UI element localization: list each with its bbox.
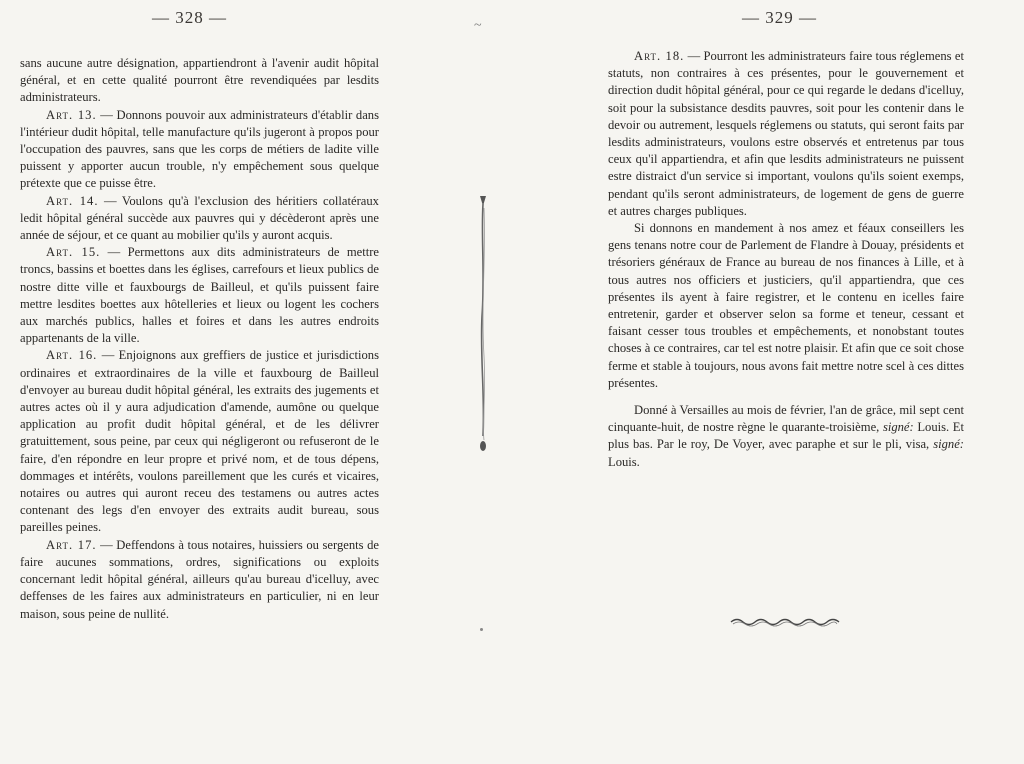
article-14 bbox=[20, 193, 379, 245]
article-15 bbox=[20, 244, 379, 347]
paragraph-text: — Donnons pouvoir aux administrateurs d'établir dans l'intérieur dudit hôpital, telle manufacture qu'ils jugeront à propos pour l'occupation des pauvres, sans que les corps de métiers de ladite ville puissent y apporter aucun trouble, n'y empêchement sous quelque prétexte que ce puisse être. bbox=[20, 107, 379, 191]
page-number-right: — 329 — bbox=[742, 8, 817, 27]
signe-label-1: signé: bbox=[882, 420, 914, 435]
article-label: Art. 16. bbox=[46, 348, 98, 363]
gutter-dot bbox=[480, 628, 483, 631]
mandate-paragraph bbox=[608, 220, 964, 392]
paragraph-text: — Permettons aux dits administrateurs de mettre troncs, bassins et boettes dans les églises, carrefours et lieux publics de nostre ditte ville et fauxbourgs de Bailleul, et qu'ils puissent faire mettre lesdites boettes aux hôtelleries et lieux ou logent les cochers aux marchés publics, halles et foires et dans les autres endroits appartenants de la ville. bbox=[20, 245, 379, 346]
article-label: Art. 17. bbox=[46, 537, 97, 552]
end-ornament bbox=[729, 614, 841, 630]
article-16 bbox=[20, 347, 379, 536]
article-17 bbox=[20, 537, 379, 623]
paragraph-text: sans aucune autre désignation, appartiendront à l'avenir audit hôpital général, et en cette qualité pourront être revendiquées par lesdits administrateurs. bbox=[20, 56, 379, 105]
article-label: Art. 18. bbox=[634, 49, 685, 63]
closing-text-2: Louis. Et plus bas. Par le roy, De Voyer, avec paraphe et sur le pli, visa, bbox=[608, 420, 964, 452]
paragraph-text: — Deffendons à tous notaires, huissiers ou sergents de faire aucunes sommations, ordres, significations ou exploits concernant ledit hôpital général, ailleurs qu'au bureau d'icelluy, avec deffenses de les faires aux administrateurs en particulier, ni en leur maison, sous peine de nullité. bbox=[20, 537, 379, 621]
left-page bbox=[0, 0, 490, 764]
page-number-left: — 328 — bbox=[152, 8, 227, 27]
signe-label-2: signé: bbox=[933, 437, 964, 452]
article-18 bbox=[608, 48, 964, 220]
paragraph-text: — Pourront les administrateurs faire tous réglemens et statuts, non contraires à ces présentes, pour le gouvernement et direction dudit hôpital général, pour ce qui regarde le dedans d'icelluy, soit pour la subsistance desdits pauvres, soit pour les contenir dans le devoir ou autrement, lesquels réglemens ou statuts, qui seront faits par lesdits administrateurs, voulons estre observés et entretenus par tous ceux qu'il appartiendra, et afin que lesdits administrateurs ne puissent estre distraict d'un service si important, voulons qu'ils soient exemps, pendant qu'ils seront administrateurs, de logement de gens de guerre et autres charges publiques. bbox=[608, 49, 964, 218]
closing-text-3: Louis. bbox=[608, 454, 640, 469]
paragraph-text: — Voulons qu'à l'exclusion des héritiers collatéraux ledit hôpital général succède aux pauvres qui y décèderont après une année de séjour, et ce quant au mobilier qu'ils y auront acquis. bbox=[20, 193, 379, 243]
paragraph-text: Si donnons en mandement à nos amez et féaux conseillers les gens tenans notre cour de Parlement de Flandre à Douay, présidents et trésoriers généraux de France au bureau de nos finances à Lille, et à tous autres nos officiers et justiciers, qu'il appartiendra, que ces présentes ils ayent à faire registrer, et le contenu en icelles faire entretenir, garder et observer selon sa forme et teneur, cessant et faisant cesser tous troubles et empêchements, et nonobstant toutes choses à ce contraires, car tel est notre plaisir. Et afin que ce soit chose ferme et stable à toujours, nous avons fait mettre notre scel à ces dittes présentes. bbox=[608, 221, 964, 390]
article-13 bbox=[20, 107, 379, 193]
left-page-text bbox=[20, 55, 379, 623]
paragraph-text: — Enjoignons aux greffiers de justice et jurisdictions ordinaires et extraordinaires de la ville et fauxbourg de Bailleul d'envoyer au bureau dudit hôpital général, les extraits des jugements et autres actes où il y aura adjudication d'amende, aumône ou quelque application au profit dudit hôpital général, et de les délivrer gratuittement, sous peine, par ceux qui négligeront ou refuseront de le faire, d'en répondre en leur propre et privé nom, et de tous dépens, dommages et intérêts, voulons pareillement que les curés et vicaires, notaires ou autres qui auront receu des testamens ou autres actes contenant des legs d'en envoyer des extraits audit bureau, sous pareilles peines. bbox=[20, 348, 379, 535]
paragraph-continuation bbox=[20, 55, 379, 107]
right-page bbox=[520, 0, 1024, 764]
article-label: Art. 13. bbox=[46, 107, 97, 122]
gutter-mark: ~ bbox=[474, 18, 482, 33]
right-page-text bbox=[608, 48, 964, 471]
binding-thread-graphic bbox=[478, 196, 488, 454]
closing-text-1: Donné à Versailles au mois de février, l'an de grâce, mil sept cent cinquante-huit, de nostre règne le quarante-troisième, bbox=[608, 403, 964, 435]
article-label: Art. 15. bbox=[46, 245, 101, 260]
closing-paragraph bbox=[608, 402, 964, 471]
article-label: Art. 14. bbox=[46, 193, 99, 208]
